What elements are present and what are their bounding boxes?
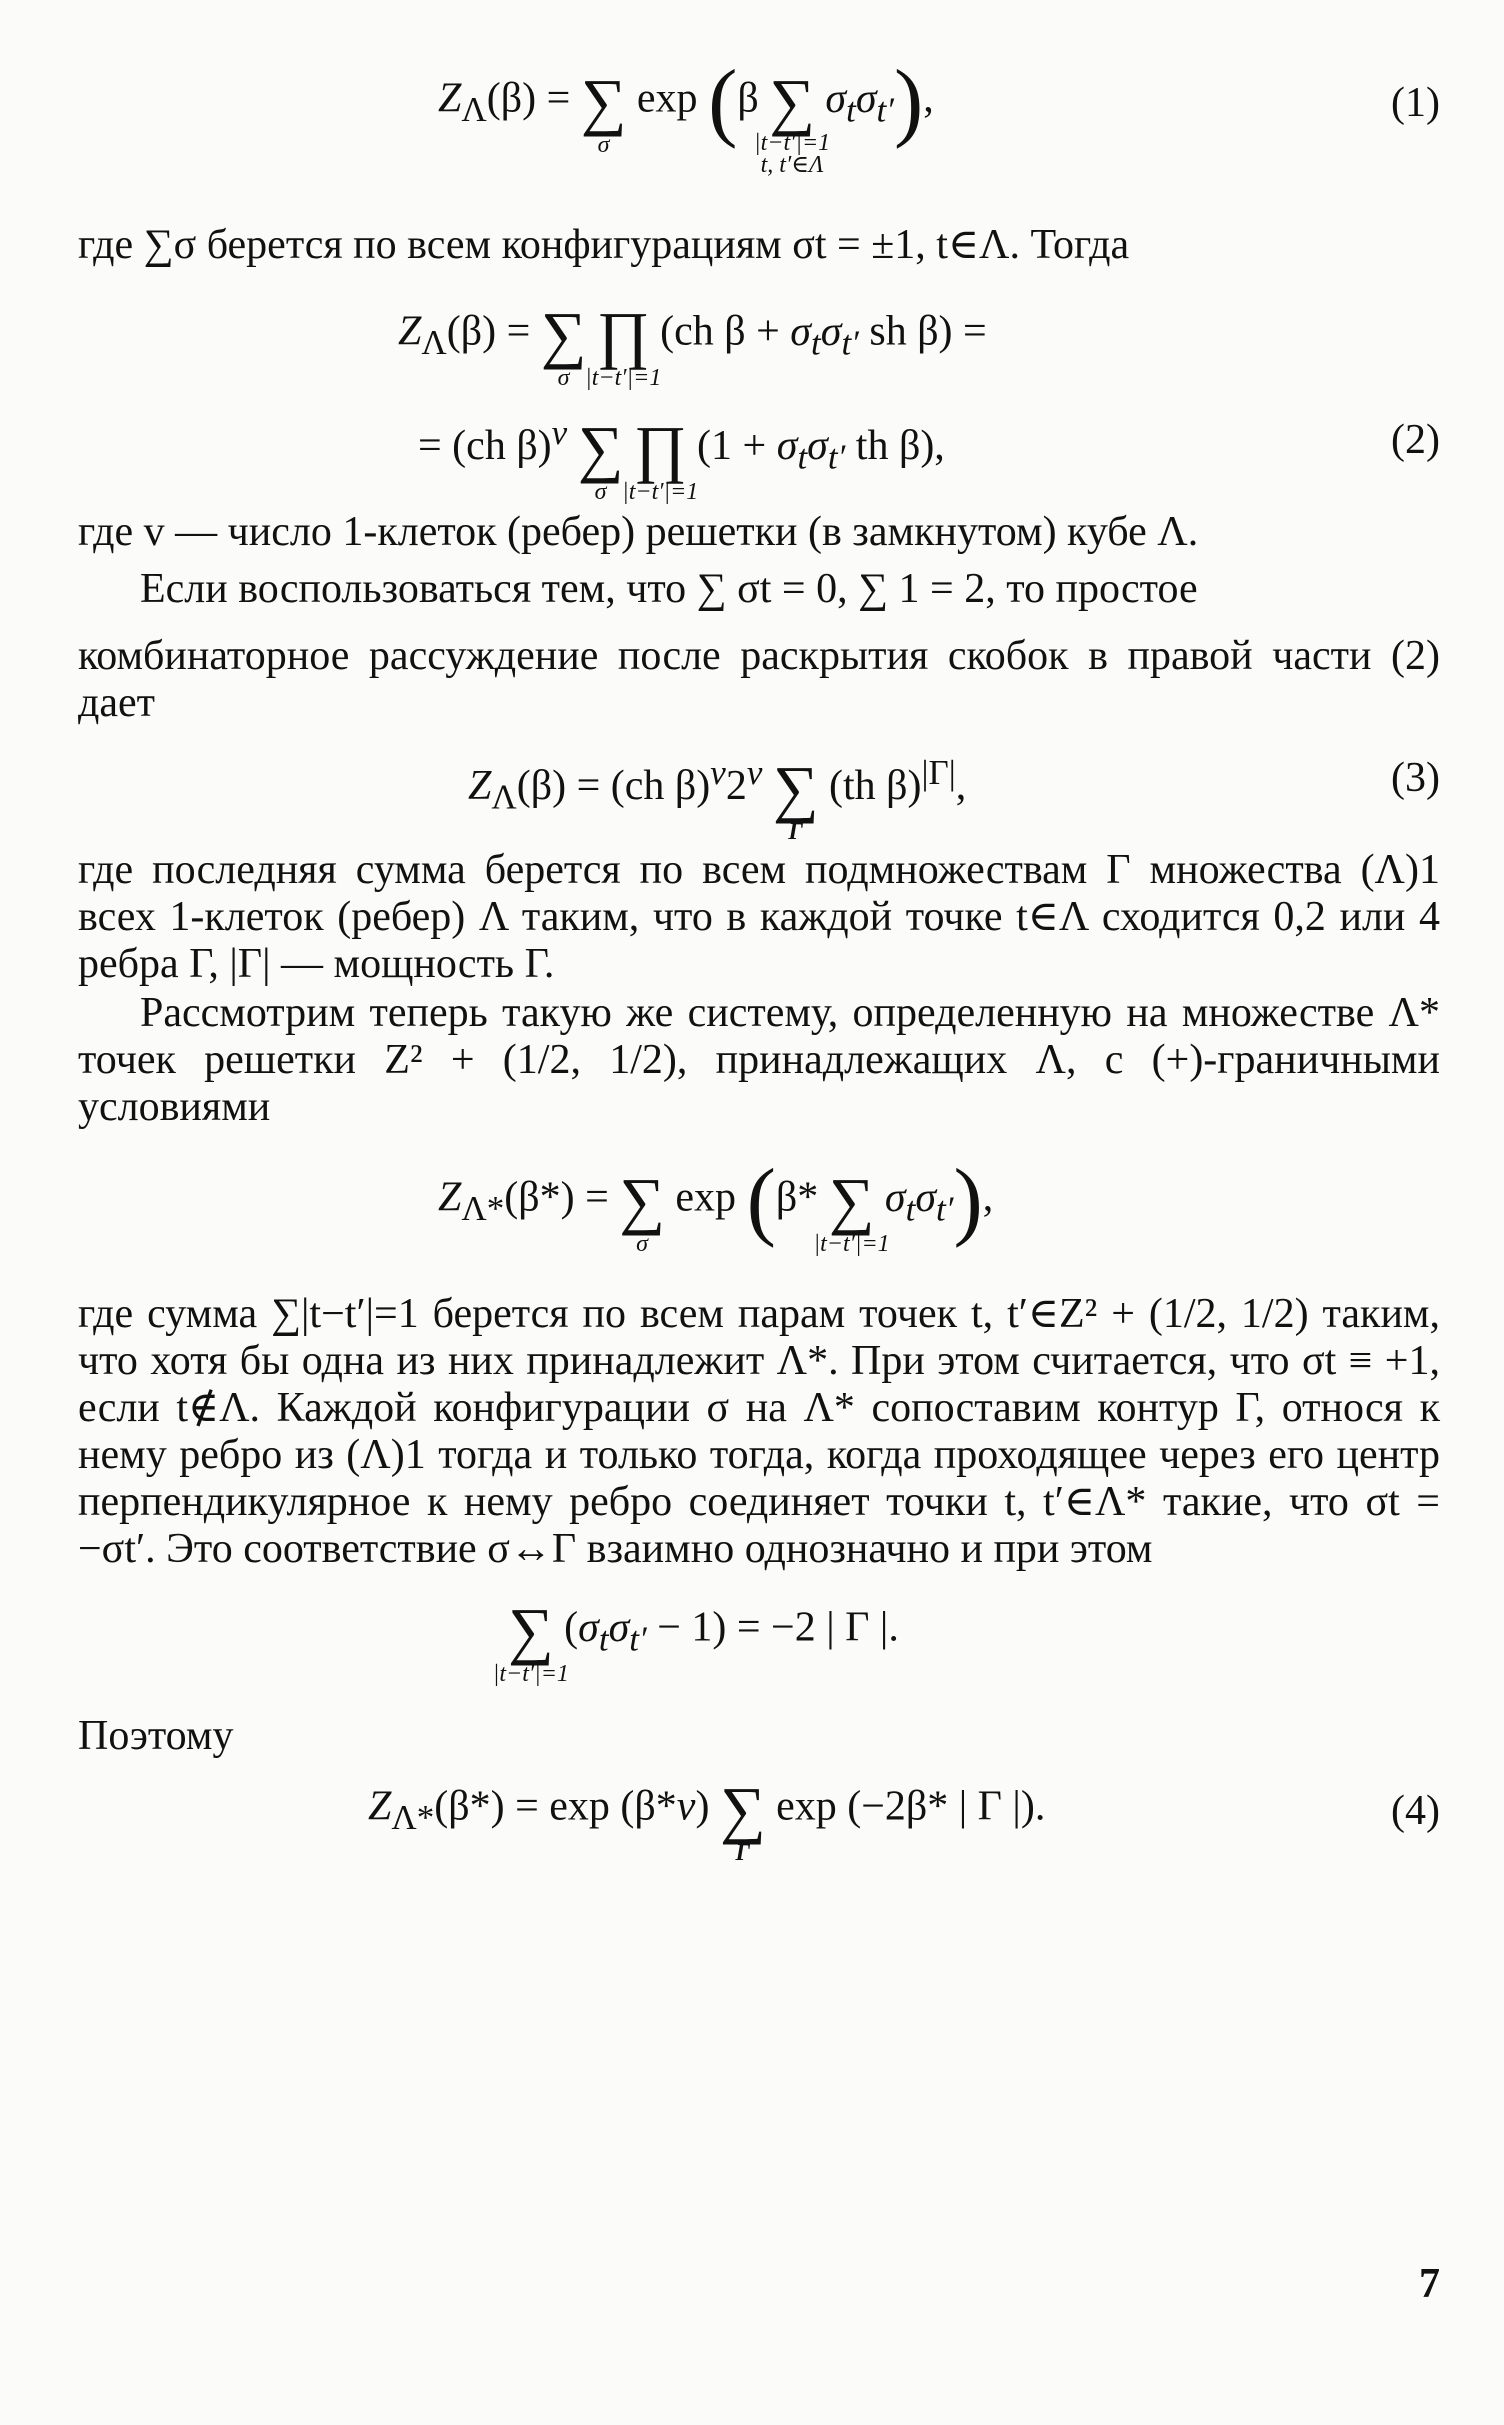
page-content	[78, 53, 1440, 1880]
paragraph: Рассмотрим теперь такую же систему, определенную на множестве Λ* точек решетки Z² + (1/2, 1/2), принадлежащих Λ, с (+)-граничными условиями	[78, 990, 1440, 1130]
equation-4: $Z_{\Lambda*}(\beta*) = \exp (\beta*v)$ ∑ Γ exp (−2β* | Γ |). (4)	[368, 1774, 1440, 1866]
equation-dual-partition: $Z_{\Lambda*}(\beta*)$ = ∑ σ exp (β* ∑ |t−t′|=1 $\sigma_t\sigma_{t'}$),	[438, 1152, 994, 1257]
equation-number: (3)	[1391, 755, 1440, 801]
equation-2-line-1: $Z_\Lambda(\beta)$ = ∑ σ ∏ |t−t′|=1 (ch $\beta + \sigma_t\sigma_{t'}$ sh β) =	[398, 299, 987, 391]
equation-1: $Z_\Lambda(\beta)$ = ∑ σ exp (β ∑ |t−t′|=1 t, t′∈Λ $\sigma_t\sigma_{t'}$), (1)	[438, 53, 1440, 178]
equation-sum-identity: ∑ |t−t′|=1 $(\sigma_t\sigma_{t'} - 1) = -2$ | Γ |.	[492, 1595, 899, 1687]
equation-number: (2)	[1391, 417, 1440, 463]
paragraph: где ∑σ берется по всем конфигурациям σt = ±1, t∈Λ. Тогда	[78, 222, 1130, 268]
equation-2-line-2: = (ch β)$^v$ ∑ σ ∏ |t−t′|=1 ($1 + \sigma_t\sigma_{t'}$ th β), (2)	[418, 413, 1440, 506]
paragraph: где последняя сумма берется по всем подмножествам Γ множества (Λ)1 всех 1-клеток (ребер) Λ таким, что в каждой точке t∈Λ сходится 0,2 или 4 ребра Γ, |Γ| — мощность Γ.	[78, 847, 1440, 987]
paragraph: где сумма ∑|t−t′|=1 берется по всем парам точек t, t′∈Z² + (1/2, 1/2) таким, что хотя бы одна из них принадлежит Λ*. При этом считается, что σt ≡ +1, если t∉Λ. Каждой конфигурации σ на Λ* сопоставим контур Γ, относя к нему ребро из (Λ)1 тогда и только тогда, когда проходящее через его центр перпендикулярное к нему ребро соединяет точки t, t′∈Λ* такие, что σt = −σt′. Это соответствие σ↔Γ взаимно однозначно и при этом	[78, 1291, 1440, 1572]
equation-number: (4)	[1391, 1788, 1440, 1834]
paragraph: Если воспользоваться тем, что ∑ σt = 0, ∑ 1 = 2, то простое	[140, 566, 1198, 612]
paragraph: Поэтому	[78, 1713, 234, 1759]
paragraph: где v — число 1-клеток (ребер) решетки (в замкнутом) кубе Λ.	[78, 509, 1199, 555]
paragraph: комбинаторное рассуждение после раскрытия скобок в правой части (2) дает	[78, 633, 1440, 726]
equation-number: (1)	[1391, 80, 1440, 126]
equation-3: $Z_\Lambda(\beta) = (ch$ β)$^v$2$^v$ ∑ Γ (th β)$^{|\Gamma|}$, (3)	[468, 753, 1440, 846]
page-number: 7	[1419, 2261, 1440, 2307]
